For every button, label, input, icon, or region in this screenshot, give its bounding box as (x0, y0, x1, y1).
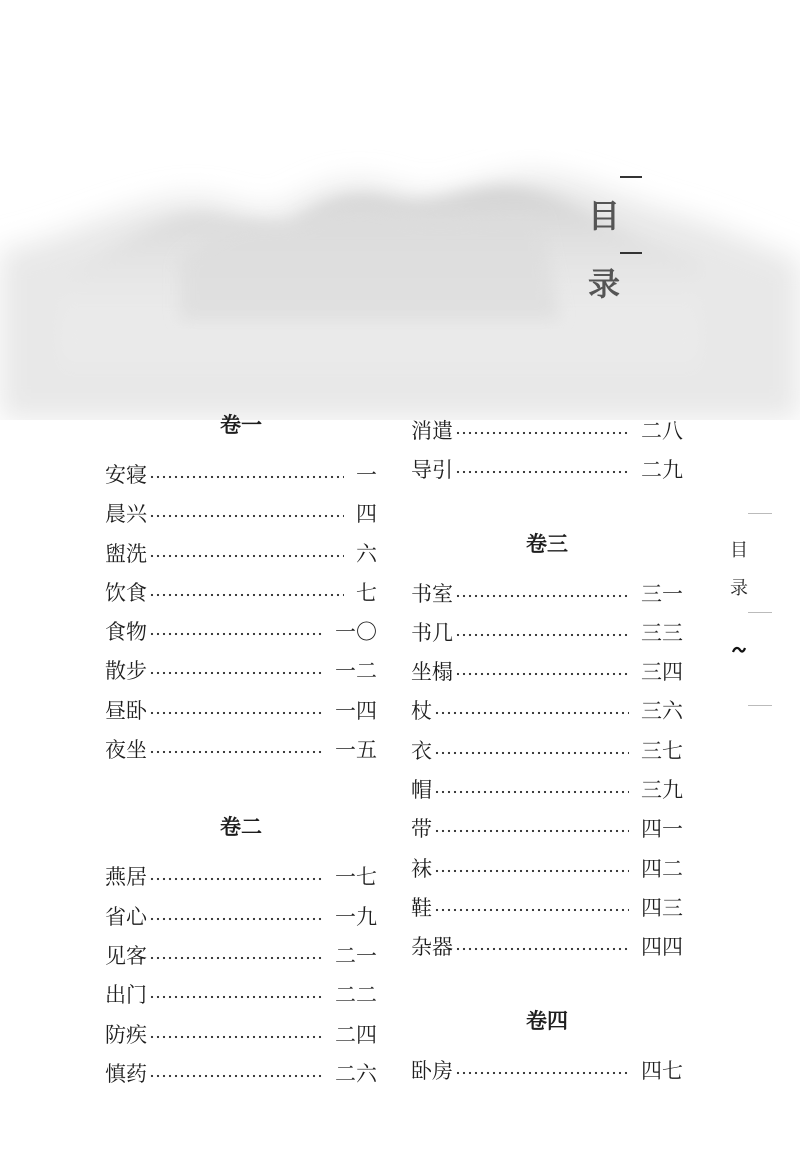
toc-entry[interactable] (105, 695, 377, 734)
dot-leader (149, 1074, 323, 1078)
title-dash-top (620, 176, 642, 178)
entry-page: 一七 (335, 865, 377, 890)
entry-page: 三四 (641, 660, 683, 685)
volume-heading-3: 卷三 (526, 531, 568, 556)
entry-page: 一二 (335, 659, 377, 684)
dot-leader (149, 877, 323, 881)
entry-title: 杂器 (411, 935, 453, 960)
entry-title: 坐榻 (411, 660, 453, 685)
entry-title: 书室 (411, 581, 453, 606)
side-rule-bottom (748, 705, 772, 706)
toc-entry[interactable] (105, 979, 377, 1018)
toc-entry[interactable] (411, 892, 683, 931)
toc-entry[interactable] (105, 861, 377, 900)
entry-page: 三三 (641, 620, 683, 645)
entry-page: 二一 (335, 943, 377, 968)
toc-entry[interactable] (411, 415, 683, 454)
dot-leader (434, 829, 629, 833)
dot-leader (149, 593, 344, 597)
title-dash-middle (620, 252, 642, 254)
title-char-mu: 目 (588, 197, 621, 235)
entry-page: 六 (356, 541, 377, 566)
toc-entry[interactable] (411, 931, 683, 970)
dot-leader (434, 908, 629, 912)
entry-page: 一〇 (335, 620, 377, 645)
side-rule-middle (748, 612, 772, 613)
entry-page: 四 (356, 502, 377, 527)
toc-entry[interactable] (411, 735, 683, 774)
toc-entry[interactable] (105, 940, 377, 979)
dot-leader (455, 672, 629, 676)
toc-entry[interactable] (411, 617, 683, 656)
entry-page: 二六 (335, 1061, 377, 1086)
toc-entry[interactable] (411, 695, 683, 734)
entry-title: 燕居 (105, 865, 147, 890)
toc-entry[interactable] (105, 734, 377, 773)
dot-leader (149, 475, 344, 479)
entry-title: 省心 (105, 904, 147, 929)
dot-leader (434, 869, 629, 873)
dot-leader (455, 594, 629, 598)
entry-title: 饮食 (105, 580, 147, 605)
dot-leader (434, 711, 629, 715)
entry-page: 四四 (641, 935, 683, 960)
dot-leader (455, 1071, 629, 1075)
dot-leader (149, 956, 323, 960)
toc-column-left (105, 405, 377, 1097)
dot-leader (149, 750, 323, 754)
toc-entry[interactable] (411, 578, 683, 617)
entry-page: 四二 (641, 856, 683, 881)
toc-entry[interactable] (105, 459, 377, 498)
page-mark-icon (732, 646, 746, 654)
dot-leader (455, 633, 629, 637)
entry-title: 夜坐 (105, 738, 147, 763)
toc-entry[interactable] (105, 1058, 377, 1097)
dot-leader (149, 1035, 323, 1039)
dot-leader (149, 514, 344, 518)
entry-page: 二八 (641, 419, 683, 443)
entry-title: 慎药 (105, 1061, 147, 1086)
entry-page: 四三 (641, 895, 683, 920)
entry-page: 一九 (335, 904, 377, 929)
dot-leader (455, 470, 629, 474)
entry-title: 食物 (105, 620, 147, 645)
entry-title: 书几 (411, 620, 453, 645)
entry-page: 三一 (641, 581, 683, 606)
toc-entry[interactable] (105, 538, 377, 577)
entry-page: 三七 (641, 738, 683, 763)
ink-mountain-background (0, 120, 800, 420)
dot-leader (149, 632, 323, 636)
entry-page: 三六 (641, 699, 683, 724)
toc-entry[interactable] (411, 774, 683, 813)
entry-title: 消遣 (411, 419, 453, 443)
toc-entry[interactable] (411, 813, 683, 852)
entry-page: 三九 (641, 778, 683, 803)
dot-leader (149, 671, 323, 675)
dot-leader (149, 917, 323, 921)
toc-entry[interactable] (411, 454, 683, 493)
dot-leader (149, 711, 323, 715)
title-char-lu: 录 (588, 265, 621, 303)
dot-leader (434, 790, 629, 794)
entry-title: 盥洗 (105, 541, 147, 566)
entry-page: 二二 (335, 983, 377, 1008)
entry-title: 鞋 (411, 895, 432, 920)
entry-title: 安寝 (105, 463, 147, 487)
entry-title: 昼卧 (105, 698, 147, 723)
dot-leader (455, 947, 629, 951)
entry-page: 一 (356, 463, 377, 487)
entry-title: 衣 (411, 738, 432, 763)
volume-heading-2: 卷二 (220, 815, 262, 840)
entry-page: 四七 (641, 1058, 683, 1083)
entry-title: 出门 (105, 983, 147, 1008)
entry-title: 防疾 (105, 1022, 147, 1047)
entry-page: 一四 (335, 698, 377, 723)
toc-entry[interactable] (411, 1055, 683, 1094)
toc-entry[interactable] (105, 577, 377, 616)
toc-column-right (411, 415, 683, 1094)
dot-leader (455, 431, 629, 435)
toc-entry[interactable] (105, 498, 377, 537)
toc-entry[interactable] (105, 1019, 377, 1058)
entry-page: 二九 (641, 458, 683, 483)
entry-page: 一五 (335, 738, 377, 763)
side-rule-top (748, 513, 772, 514)
entry-title: 卧房 (411, 1058, 453, 1083)
entry-page: 四一 (641, 817, 683, 842)
entry-title: 杖 (411, 699, 432, 724)
dot-leader (434, 751, 629, 755)
volume-heading-4: 卷四 (526, 1008, 568, 1033)
dot-leader (149, 554, 344, 558)
toc-entry[interactable] (411, 853, 683, 892)
dot-leader (149, 995, 323, 999)
entry-title: 散步 (105, 659, 147, 684)
entry-title: 晨兴 (105, 502, 147, 527)
entry-title: 导引 (411, 458, 453, 483)
entry-page: 二四 (335, 1022, 377, 1047)
side-running-head (722, 510, 782, 710)
toc-title (588, 160, 658, 310)
volume-heading-1: 卷一 (220, 413, 262, 437)
toc-entry[interactable] (411, 656, 683, 695)
entry-page: 七 (356, 580, 377, 605)
entry-title: 帽 (411, 778, 432, 803)
side-char-mu: 目 (730, 540, 748, 561)
toc-entry[interactable] (105, 616, 377, 655)
entry-title: 见客 (105, 943, 147, 968)
toc-entry[interactable] (105, 901, 377, 940)
entry-title: 带 (411, 817, 432, 842)
toc-entry[interactable] (105, 655, 377, 694)
entry-title: 袜 (411, 856, 432, 881)
side-char-lu: 录 (730, 578, 748, 599)
